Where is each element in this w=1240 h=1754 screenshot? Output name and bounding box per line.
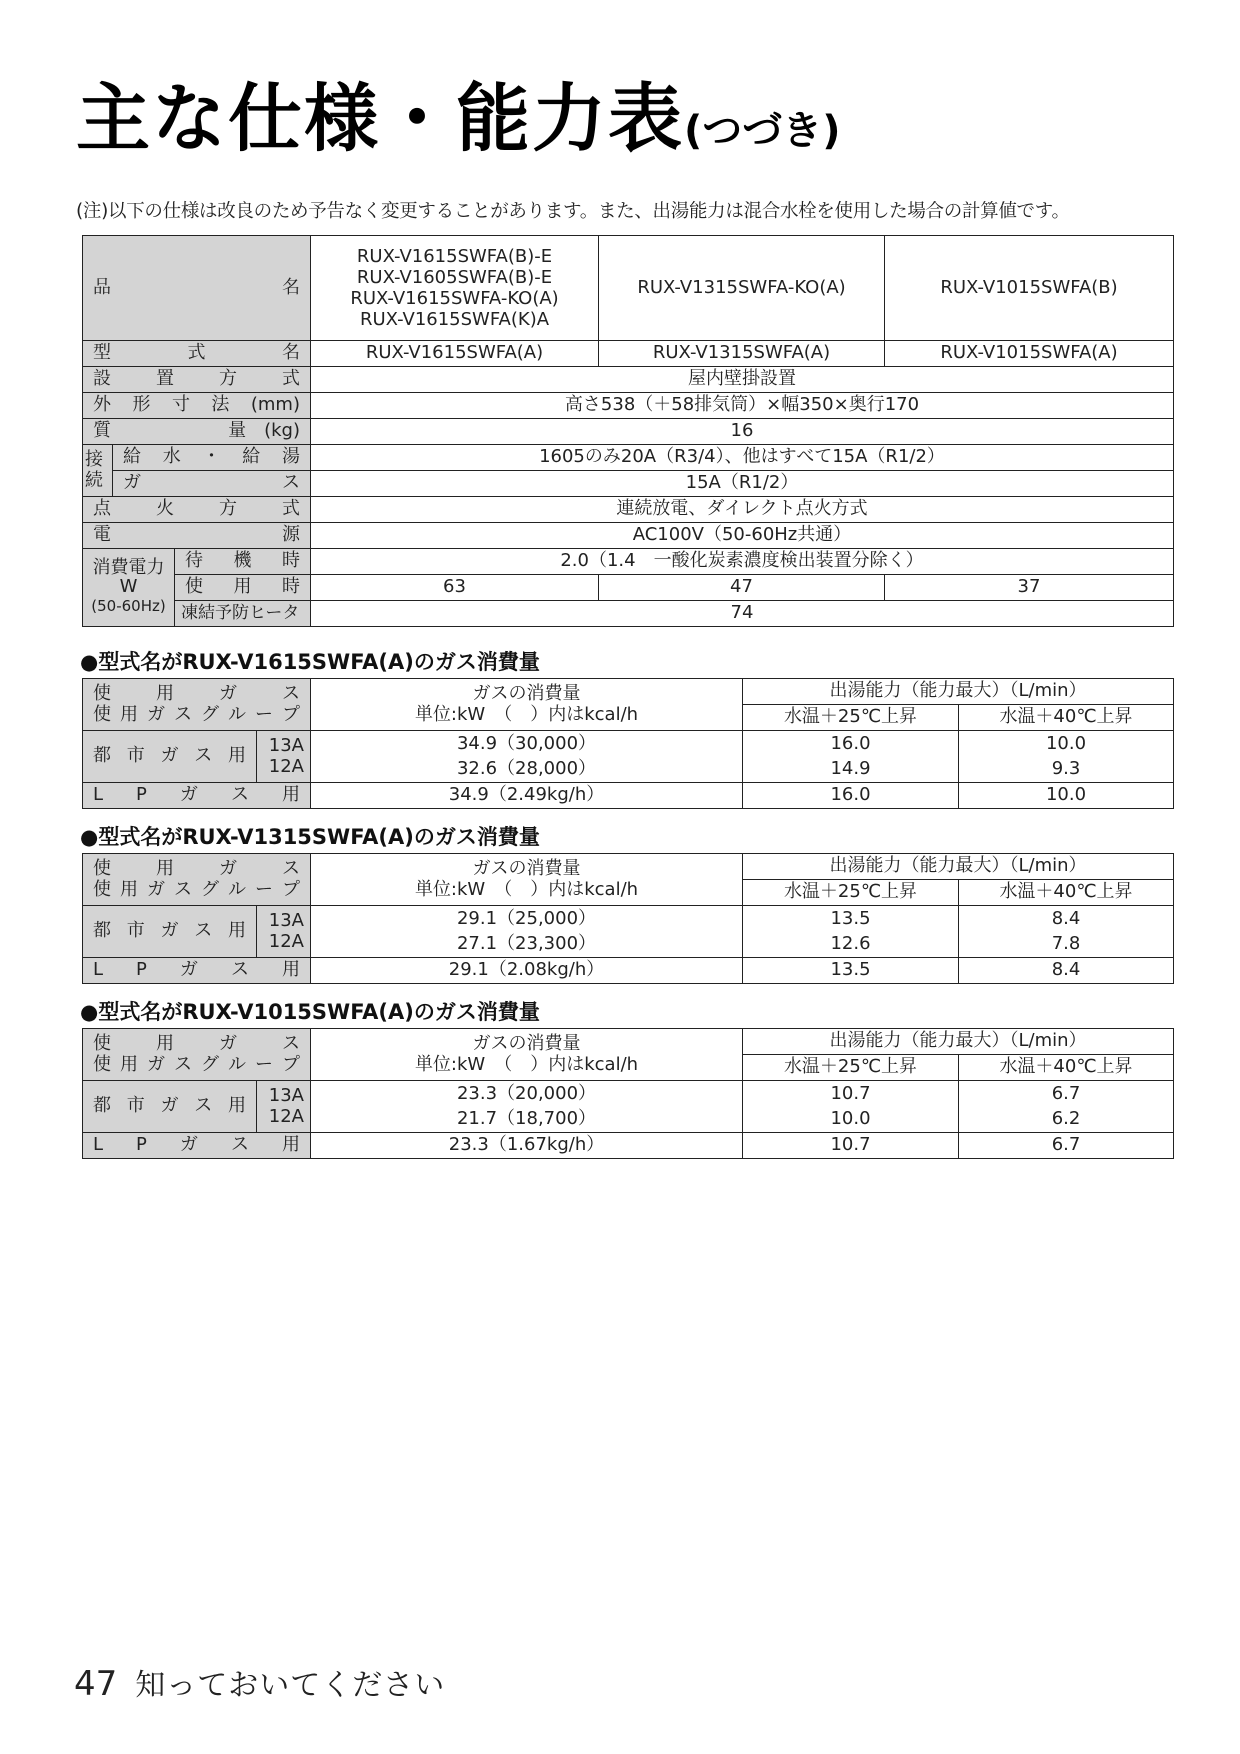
- dims-label: 外 形 寸 法 (mm): [83, 393, 311, 419]
- power-source-value: AC100V（50-60Hz共通）: [311, 523, 1174, 549]
- gas-row-lp: [83, 1133, 1174, 1159]
- heater-label: 凍結予防ヒータ: [175, 601, 311, 627]
- output25-12a: 12.6: [743, 932, 959, 958]
- model-col2: RUX-V1315SWFA(A): [599, 341, 885, 367]
- gas-table-1: [82, 678, 1174, 809]
- spec-table: [82, 235, 1174, 627]
- consumption-lp: 23.3（1.67kg/h）: [311, 1133, 743, 1159]
- inuse-label: 使 用 時: [175, 575, 311, 601]
- lp-gas-label: L P ガ ス 用: [83, 958, 311, 984]
- inuse-col2: 47: [599, 575, 885, 601]
- consumption-header: ガスの消費量 単位:kW （ ）内はkcal/h: [311, 854, 743, 906]
- install-value: 屋内壁掛設置: [311, 367, 1174, 393]
- heater-value: 74: [311, 601, 1174, 627]
- page-footer: [74, 1660, 445, 1704]
- gas-type-label: 使 用 ガ ス 使 用 ガ ス グ ル ー プ: [83, 854, 311, 906]
- city-gas-label: 都 市 ガ ス 用: [83, 906, 257, 958]
- output-25-header: 水温＋25℃上昇: [743, 705, 959, 731]
- page-title: [76, 76, 841, 162]
- gas-table-2-heading: ●型式名がRUX-V1315SWFA(A)のガス消費量: [80, 825, 540, 849]
- inuse-power-row: [83, 575, 1174, 601]
- output40-12a: 7.8: [959, 932, 1174, 958]
- output-25-header: 水温＋25℃上昇: [743, 880, 959, 906]
- spec-note: (注)以下の仕様は改良のため予告なく変更することがあります。また、出湯能力は混合水栓を使用した場合の計算値です。: [76, 201, 1070, 222]
- output25-13a: 13.5: [743, 906, 959, 932]
- output-header: 出湯能力（能力最大）（L/min）: [743, 854, 1174, 880]
- product-names-col1: RUX-V1615SWFA(B)-E RUX-V1605SWFA(B)-E RUX-V1615SWFA-KO(A) RUX-V1615SWFA(K)A: [311, 236, 599, 341]
- consumption-12a: 32.6（28,000）: [311, 757, 743, 783]
- model-row: [83, 341, 1174, 367]
- power-source-row: [83, 523, 1174, 549]
- output40-13a: 6.7: [959, 1081, 1174, 1107]
- consumption-13a: 23.3（20,000）: [311, 1081, 743, 1107]
- consumption-13a: 34.9（30,000）: [311, 731, 743, 757]
- consumption-13a: 29.1（25,000）: [311, 906, 743, 932]
- output-40-header: 水温＋40℃上昇: [959, 1055, 1174, 1081]
- lp-gas-label: L P ガ ス 用: [83, 783, 311, 809]
- gas-row-lp: [83, 958, 1174, 984]
- connection-label: 接続: [83, 445, 113, 497]
- gas-group-labels: 13A 12A: [257, 1081, 311, 1133]
- model-col3: RUX-V1015SWFA(A): [885, 341, 1174, 367]
- gas-header-row: [83, 679, 1174, 705]
- gas-group-labels: 13A 12A: [257, 731, 311, 783]
- product-names-col2: RUX-V1315SWFA-KO(A): [599, 236, 885, 341]
- output-40-header: 水温＋40℃上昇: [959, 705, 1174, 731]
- water-connection-label: 給 水 ・ 給 湯: [113, 445, 311, 471]
- output-header: 出湯能力（能力最大）（L/min）: [743, 679, 1174, 705]
- product-name-label: 品 名: [83, 236, 311, 341]
- model-col1: RUX-V1615SWFA(A): [311, 341, 599, 367]
- install-row: [83, 367, 1174, 393]
- gas-group-labels: 13A 12A: [257, 906, 311, 958]
- page-title-sub: (つづき): [684, 108, 841, 154]
- install-label: 設 置 方 式: [83, 367, 311, 393]
- city-gas-label: 都 市 ガ ス 用: [83, 1081, 257, 1133]
- gas-table-3-heading: ●型式名がRUX-V1015SWFA(A)のガス消費量: [80, 1000, 540, 1024]
- output-40-header: 水温＋40℃上昇: [959, 880, 1174, 906]
- city-gas-label: 都 市 ガ ス 用: [83, 731, 257, 783]
- gas-header-row: [83, 1029, 1174, 1055]
- water-connection-row: [83, 445, 1174, 471]
- output40-13a: 10.0: [959, 731, 1174, 757]
- ignition-value: 連続放電、ダイレクト点火方式: [311, 497, 1174, 523]
- consumption-lp: 34.9（2.49kg/h）: [311, 783, 743, 809]
- output25-13a: 16.0: [743, 731, 959, 757]
- output-25-header: 水温＋25℃上昇: [743, 1055, 959, 1081]
- output40-lp: 6.7: [959, 1133, 1174, 1159]
- product-names-col3: RUX-V1015SWFA(B): [885, 236, 1174, 341]
- ignition-label: 点 火 方 式: [83, 497, 311, 523]
- power-source-label: 電 源: [83, 523, 311, 549]
- gas-table-2: [82, 853, 1174, 984]
- inuse-col3: 37: [885, 575, 1174, 601]
- weight-row: [83, 419, 1174, 445]
- gas-row-lp: [83, 783, 1174, 809]
- output-header: 出湯能力（能力最大）（L/min）: [743, 1029, 1174, 1055]
- standby-label: 待 機 時: [175, 549, 311, 575]
- output25-lp: 16.0: [743, 783, 959, 809]
- footer-section-title: 知っておいてください: [135, 1668, 446, 1703]
- output25-lp: 13.5: [743, 958, 959, 984]
- gas-connection-value: 15A（R1/2）: [311, 471, 1174, 497]
- output40-lp: 10.0: [959, 783, 1174, 809]
- model-label: 型 式 名: [83, 341, 311, 367]
- page-title-main: 主な仕様・能力表: [76, 76, 684, 162]
- dims-row: [83, 393, 1174, 419]
- ignition-row: [83, 497, 1174, 523]
- gas-row-13a: [83, 731, 1174, 757]
- page-number: 47: [74, 1664, 118, 1704]
- consumption-12a: 21.7（18,700）: [311, 1107, 743, 1133]
- lp-gas-label: L P ガ ス 用: [83, 1133, 311, 1159]
- output25-12a: 10.0: [743, 1107, 959, 1133]
- output40-12a: 6.2: [959, 1107, 1174, 1133]
- power-consumption-label: 消費電力 W (50-60Hz): [83, 549, 175, 627]
- standby-power-row: [83, 549, 1174, 575]
- water-connection-value: 1605のみ20A（R3/4）、他はすべて15A（R1/2）: [311, 445, 1174, 471]
- standby-value: 2.0（1.4 一酸化炭素濃度検出装置分除く）: [311, 549, 1174, 575]
- consumption-12a: 27.1（23,300）: [311, 932, 743, 958]
- gas-connection-row: [83, 471, 1174, 497]
- product-name-row: [83, 236, 1174, 341]
- weight-value: 16: [311, 419, 1174, 445]
- consumption-header: ガスの消費量 単位:kW （ ）内はkcal/h: [311, 679, 743, 731]
- gas-table-3: [82, 1028, 1174, 1159]
- output40-13a: 8.4: [959, 906, 1174, 932]
- gas-row-13a: [83, 906, 1174, 932]
- gas-connection-label: ガ ス: [113, 471, 311, 497]
- output40-12a: 9.3: [959, 757, 1174, 783]
- weight-label: 質 量 (kg): [83, 419, 311, 445]
- gas-header-row: [83, 854, 1174, 880]
- output40-lp: 8.4: [959, 958, 1174, 984]
- gas-type-label: 使 用 ガ ス 使 用 ガ ス グ ル ー プ: [83, 1029, 311, 1081]
- dims-value: 高さ538（＋58排気筒）×幅350×奥行170: [311, 393, 1174, 419]
- inuse-col1: 63: [311, 575, 599, 601]
- output25-13a: 10.7: [743, 1081, 959, 1107]
- output25-lp: 10.7: [743, 1133, 959, 1159]
- consumption-lp: 29.1（2.08kg/h）: [311, 958, 743, 984]
- gas-type-label: 使 用 ガ ス 使 用 ガ ス グ ル ー プ: [83, 679, 311, 731]
- gas-row-13a: [83, 1081, 1174, 1107]
- gas-table-1-heading: ●型式名がRUX-V1615SWFA(A)のガス消費量: [80, 650, 540, 674]
- consumption-header: ガスの消費量 単位:kW （ ）内はkcal/h: [311, 1029, 743, 1081]
- heater-power-row: [83, 601, 1174, 627]
- output25-12a: 14.9: [743, 757, 959, 783]
